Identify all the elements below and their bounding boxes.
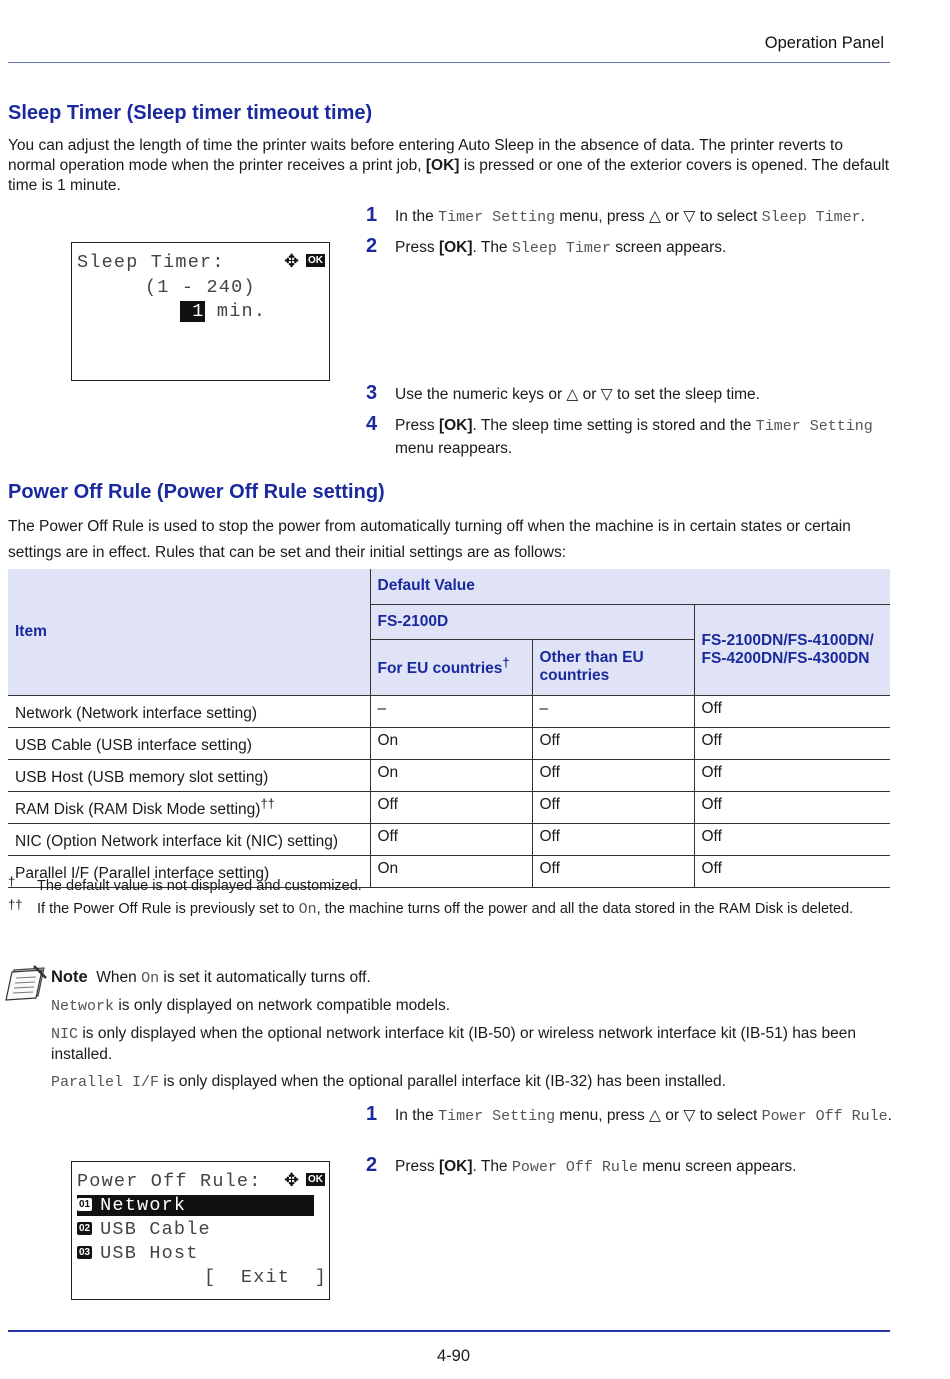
table-row: [8, 695, 890, 727]
table-row: [8, 727, 890, 759]
lcd-range: (1 - 240): [145, 277, 256, 298]
page-number: 4-90: [436, 1347, 471, 1365]
lcd-exit: [ Exit ]: [204, 1267, 328, 1288]
col-header-eu: For EU countries†: [370, 639, 532, 695]
cell-dn: Off: [694, 791, 890, 823]
cell-dn: Off: [694, 695, 890, 727]
lcd-title: Power Off Rule:: [77, 1171, 262, 1192]
footnote-mark: ††: [8, 897, 23, 912]
note-line-1: Note When On is set it automatically turns off.: [51, 968, 371, 987]
power-off-lcd-screen: [71, 1161, 330, 1300]
cell-item: USB Host (USB memory slot setting): [8, 759, 370, 791]
cell-eu: On: [370, 727, 532, 759]
cell-non-eu: –: [532, 695, 694, 727]
header-section-title: Operation Panel: [764, 34, 884, 52]
cell-dn: Off: [694, 759, 890, 791]
col-header-fs2100d: FS-2100D: [370, 604, 694, 639]
cell-non-eu: Off: [532, 791, 694, 823]
power-off-rule-table: [8, 569, 890, 888]
lcd-item-usb-host: 03 USB Host: [79, 1243, 199, 1264]
table-row: [8, 759, 890, 791]
cell-item: Parallel I/F (Parallel interface setting): [8, 856, 370, 888]
col-header-non-eu: Other than EU countries: [532, 639, 694, 695]
cell-non-eu: Off: [532, 824, 694, 856]
cell-item: USB Cable (USB interface setting): [8, 727, 370, 759]
footer-rule: [8, 1330, 890, 1332]
col-header-fsdn: FS-2100DN/FS-4100DN/ FS-4200DN/FS-4300DN: [694, 604, 890, 695]
cell-non-eu: Off: [532, 856, 694, 888]
power-off-intro: The Power Off Rule is used to stop the power from automatically turning off when the machine is in certain states or certain settings are in effect. Rules that can be set and their initial settings are as follows:: [8, 518, 851, 561]
cell-item: NIC (Option Network interface kit (NIC) setting): [8, 824, 370, 856]
step-number: 4: [366, 413, 378, 435]
cell-eu: On: [370, 759, 532, 791]
cell-dn: Off: [694, 824, 890, 856]
cross-arrows-icon: ✥: [284, 251, 300, 272]
step-number: 1: [366, 1103, 378, 1125]
lcd-unit: min.: [204, 301, 267, 322]
note-line-4: Parallel I/F is only displayed when the optional parallel interface kit (IB-32) has been installed.: [51, 1073, 726, 1091]
sleep-timer-heading: Sleep Timer (Sleep timer timeout time): [8, 102, 373, 124]
cell-dn: Off: [694, 856, 890, 888]
footnote-mark: †: [8, 874, 16, 889]
footnote-ref: ††: [260, 795, 275, 811]
cell-dn: Off: [694, 727, 890, 759]
table-row: [8, 824, 890, 856]
note-line-3: NIC is only displayed when the optional network interface kit (IB-50) or wireless network interface kit (IB-51) has been installed.: [51, 1025, 856, 1063]
lcd-item-network: 01 Network: [77, 1195, 314, 1216]
cell-non-eu: Off: [532, 727, 694, 759]
step-number: 1: [366, 204, 378, 226]
power-off-heading: Power Off Rule (Power Off Rule setting): [8, 481, 385, 503]
col-header-item: Item: [8, 569, 370, 695]
cell-eu: Off: [370, 824, 532, 856]
lcd-item-usb-cable: 02 USB Cable: [79, 1219, 211, 1240]
col-header-default: Default Value: [370, 569, 890, 604]
note-notepad-icon: [4, 964, 48, 1002]
header-rule: [8, 62, 890, 63]
cell-eu: Off: [370, 791, 532, 823]
step-number: 2: [366, 235, 378, 257]
cell-eu: On: [370, 856, 532, 888]
table-row: [8, 791, 890, 823]
ok-icon: OK: [308, 1174, 323, 1185]
sleep-timer-intro: You can adjust the length of time the printer waits before entering Auto Sleep in the absence of data. The printer reverts to normal operation mode when the printer receives a print job, [OK] is pressed or one of the exterior covers is opened. The default time is 1 minute.: [8, 137, 890, 194]
note-line-2: Network is only displayed on network compatible models.: [51, 997, 451, 1015]
note-label: Note: [51, 968, 88, 986]
sleep-timer-lcd-screen: [71, 242, 330, 381]
cell-non-eu: Off: [532, 759, 694, 791]
cell-eu: –: [370, 695, 532, 727]
step-number: 3: [366, 382, 378, 404]
cell-item: Network (Network interface setting): [8, 695, 370, 727]
step-number: 2: [366, 1154, 378, 1176]
cell-item: RAM Disk (RAM Disk Mode setting)††: [8, 791, 370, 823]
lcd-value: 1: [180, 301, 205, 322]
cross-arrows-icon: ✥: [284, 1170, 300, 1191]
ok-icon: OK: [308, 255, 323, 266]
lcd-title: Sleep Timer:: [77, 252, 225, 273]
